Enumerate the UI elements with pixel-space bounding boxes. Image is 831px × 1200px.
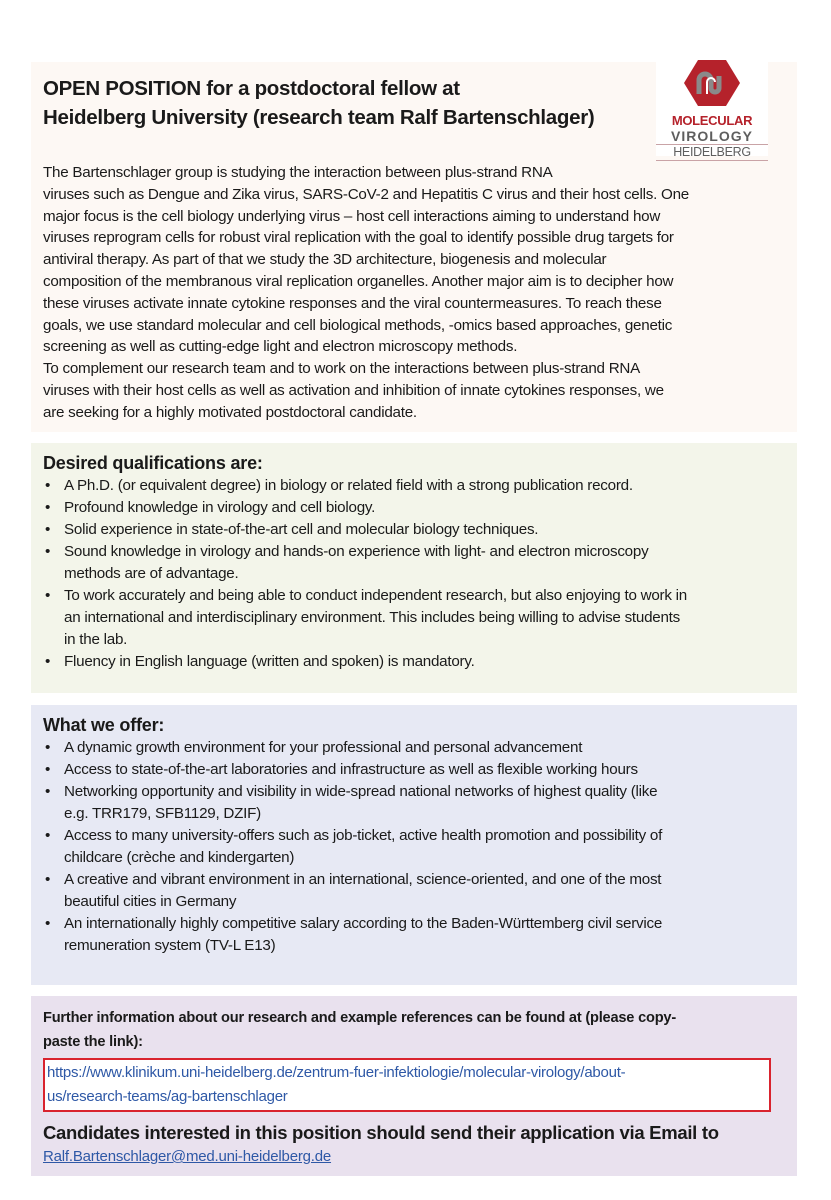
intro-section	[31, 62, 797, 432]
list-item: • Profound knowledge in virology and cell biology.	[43, 497, 785, 519]
qualifications-section	[31, 443, 797, 693]
logo-hexagon-icon	[682, 58, 742, 108]
page-title: OPEN POSITION for a postdoctoral fellow at Heidelberg University (research team Ralf Bartenschlager)	[43, 77, 595, 129]
list-item: • An internationally highly competitive salary according to the Baden-Württemberg civil service remuneration system (TV-L E13)	[43, 913, 785, 957]
offer-section	[31, 705, 797, 985]
contact-section	[31, 996, 797, 1176]
list-item: • Access to many university-offers such as job-ticket, active health promotion and possibility of childcare (crèche and kindergarten)	[43, 825, 785, 869]
qualifications-heading: Desired qualifications are:	[43, 453, 263, 473]
application-instructions: Candidates interested in this position should send their application via Email to	[43, 1122, 719, 1143]
list-item: • Solid experience in state-of-the-art cell and molecular biology techniques.	[43, 519, 785, 541]
qualifications-list	[43, 475, 785, 673]
list-item: • Fluency in English language (written and spoken) is mandatory.	[43, 651, 785, 673]
intro-paragraph: The Bartenschlager group is studying the interaction between plus-strand RNA viruses such as Dengue and Zika virus, SARS-CoV-2 and Hepatitis C virus and their host cells. One major focus is the cell biology underlying virus – host cell interactions aiming to understand how viruses reprogram cells for robust viral replication with the goal to identify possible drug targets for antiviral therapy. As part of that we study the 3D architecture, biogenesis and molecular composition of the membranous viral replication organelles. Another major aim is to decipher how these viruses activate innate cytokine responses and the viral countermeasures. To reach these goals, we use standard molecular and cell biological methods, -omics based approaches, genetic screening as well as cutting-edge light and electron microscopy methods. To complement our research team and to work on the interactions between plus-strand RNA viruses with their host cells as well as activation and inhibition of innate cytokines responses, we are seeking for a highly motivated postdoctoral candidate.	[43, 164, 689, 421]
offer-list	[43, 737, 785, 957]
research-team-link[interactable]: https://www.klinikum.uni-heidelberg.de/zentrum-fuer-infektiologie/molecular-virology/about- us/research-teams/ag-bartenschlager	[43, 1058, 771, 1112]
further-info-text: Further information about our research and example references can be found at (please copy- paste the link):	[43, 1010, 677, 1050]
list-item: • To work accurately and being able to conduct independent research, but also enjoying to work in an international and interdisciplinary environment. This includes being willing to advise students in the lab.	[43, 585, 785, 651]
molecular-virology-logo	[656, 52, 768, 159]
logo-text-virology: VIROLOGY	[656, 128, 768, 145]
list-item: • Access to state-of-the-art laboratories and infrastructure as well as flexible working hours	[43, 759, 785, 781]
list-item: • Sound knowledge in virology and hands-on experience with light- and electron microscopy methods are of advantage.	[43, 541, 785, 585]
email-link[interactable]: Ralf.Bartenschlager@med.uni-heidelberg.de	[43, 1148, 332, 1165]
offer-heading: What we offer:	[43, 715, 165, 735]
list-item: • Networking opportunity and visibility in wide-spread national networks of highest quality (like e.g. TRR179, SFB1129, DZIF)	[43, 781, 785, 825]
list-item: • A dynamic growth environment for your professional and personal advancement	[43, 737, 785, 759]
list-item: • A Ph.D. (or equivalent degree) in biology or related field with a strong publication record.	[43, 475, 785, 497]
logo-text-molecular: MOLECULAR	[671, 113, 753, 128]
logo-text-heidelberg: HEIDELBERG	[656, 145, 768, 161]
list-item: • A creative and vibrant environment in an international, science-oriented, and one of the most beautiful cities in Germany	[43, 869, 785, 913]
